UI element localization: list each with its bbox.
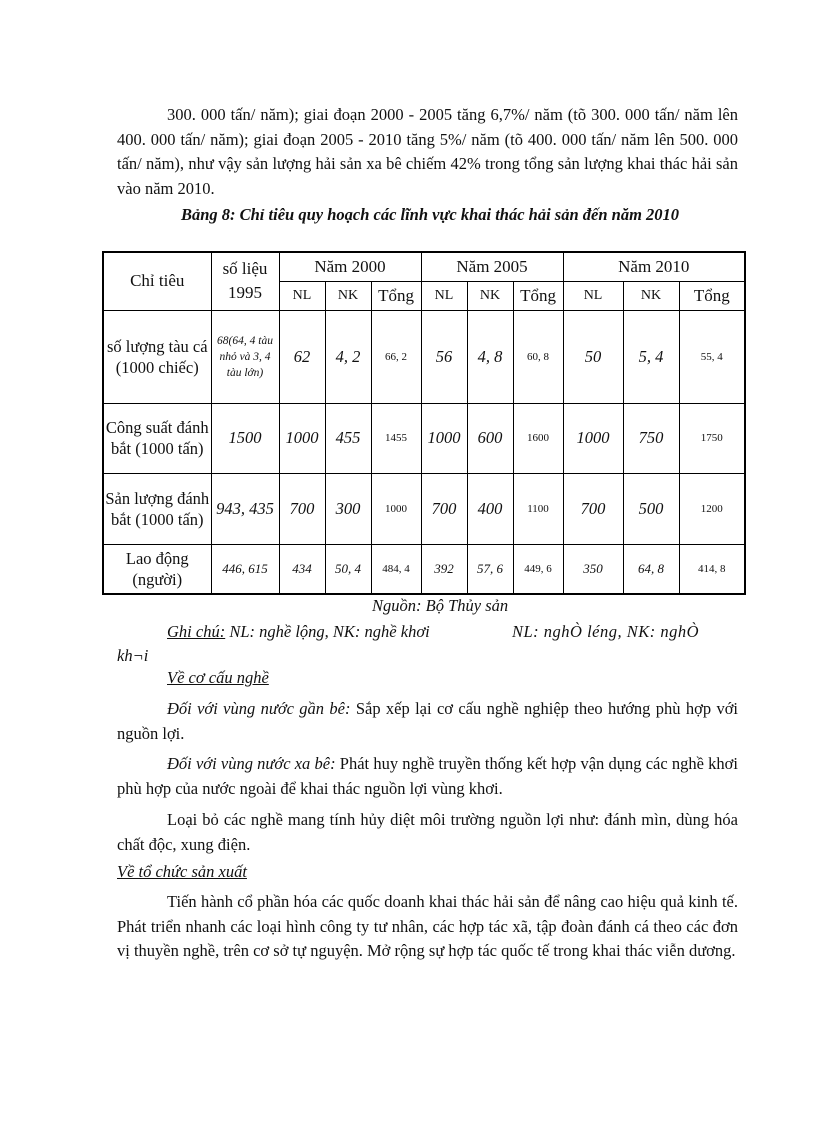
cell-2010-nl: 350 — [563, 544, 623, 594]
far-shore-lead: Đối với vùng nước xa bê: — [167, 754, 336, 773]
cell-2010-nl: 1000 — [563, 403, 623, 473]
cell-2005-total: 1100 — [513, 473, 563, 544]
header-year-2005: Năm 2005 — [421, 252, 563, 281]
note-text-garbled-end: kh¬i — [117, 646, 149, 665]
cell-1995: 446, 615 — [211, 544, 279, 594]
production-paragraph: Tiến hành cổ phần hóa các quốc doanh khai thác hải sản để nâng cao hiệu quả kinh tế. Phát triển nhanh các loại hình công ty tư nhân, các hợp tác xã, tập đoàn đánh cá theo các đơn vị thuyền nghề, trên cơ sở tự nguyện. Mở rộng sự hợp tác quốc tế trong khai thác viễn dương. — [117, 892, 738, 960]
cell-2005-nl: 392 — [421, 544, 467, 594]
far-shore-paragraph — [117, 752, 738, 801]
table-row — [103, 310, 745, 403]
subheader-nl: NL — [421, 281, 467, 310]
subheader-total: Tổng — [371, 281, 421, 310]
cell-2000-total: 1455 — [371, 403, 421, 473]
cell-2000-total: 1000 — [371, 473, 421, 544]
subheader-total: Tổng — [513, 281, 563, 310]
note-text-garbled: NL: nghÒ léng, NK: nghÒ — [512, 622, 700, 641]
planning-table — [102, 251, 746, 595]
cell-2005-nk: 400 — [467, 473, 513, 544]
cell-2000-total: 66, 2 — [371, 310, 421, 403]
row-label: số lượng tàu cá (1000 chiếc) — [103, 310, 211, 403]
cell-1995: 68(64, 4 tàu nhỏ và 3, 4 tàu lớn) — [211, 310, 279, 403]
cell-2000-nl: 1000 — [279, 403, 325, 473]
cell-2010-total: 1750 — [679, 403, 745, 473]
subheader-total: Tổng — [679, 281, 745, 310]
row-label: Sản lượng đánh bắt (1000 tấn) — [103, 473, 211, 544]
table-caption: Bảng 8: Chỉ tiêu quy hoạch các lĩnh vực khai thác hải sản đến năm 2010 — [180, 205, 680, 224]
near-shore-paragraph — [117, 697, 738, 746]
subheader-nk: NK — [467, 281, 513, 310]
cell-2005-nl: 1000 — [421, 403, 467, 473]
cell-2005-nk: 4, 8 — [467, 310, 513, 403]
intro-paragraph: 300. 000 tấn/ năm); giai đoạn 2000 - 2005 tăng 6,7%/ năm (tõ 300. 000 tấn/ năm lên 400. 000 tấn/ năm); giai đoạn 2005 - 2010 tăng 5%/ năm (tõ 400. 000 tấn/ năm lên 500. 000 tấn/ năm), như vậy sản lượng hải sản xa bê chiếm 42% trong tổng sản lượng khai thác hải sản vào năm 2010. — [117, 105, 738, 198]
cell-2005-total: 1600 — [513, 403, 563, 473]
header-indicator: Chỉ tiêu — [103, 252, 211, 310]
cell-1995: 943, 435 — [211, 473, 279, 544]
header-year-2000: Năm 2000 — [279, 252, 421, 281]
cell-1995: 1500 — [211, 403, 279, 473]
eliminate-paragraph: Loại bỏ các nghề mang tính hủy diệt môi trường nguồn lợi như: đánh mìn, dùng hóa chất độc, xung điện. — [117, 810, 738, 854]
cell-2010-nk: 750 — [623, 403, 679, 473]
far-shore-text: Phát huy nghề truyền thống kết hợp vận dụng các nghề khơi phù hợp của nước ngoài để khai thác nguồn lợi vùng khơi. — [117, 754, 738, 798]
near-shore-text: Sắp xếp lại cơ cấu nghề nghiệp theo hướng phù hợp với nguồn lợi. — [117, 699, 739, 743]
table-row — [103, 544, 745, 594]
cell-2000-nk: 50, 4 — [325, 544, 371, 594]
cell-2000-nl: 700 — [279, 473, 325, 544]
cell-2000-nk: 4, 2 — [325, 310, 371, 403]
section-heading-structure: Về cơ cấu nghề — [167, 668, 269, 687]
cell-2005-total: 449, 6 — [513, 544, 563, 594]
header-year-2010: Năm 2010 — [563, 252, 745, 281]
table-row — [103, 403, 745, 473]
cell-2000-nl: 62 — [279, 310, 325, 403]
cell-2010-nk: 5, 4 — [623, 310, 679, 403]
row-label: Lao động (người) — [103, 544, 211, 594]
cell-2010-nk: 500 — [623, 473, 679, 544]
cell-2010-nl: 700 — [563, 473, 623, 544]
cell-2000-total: 484, 4 — [371, 544, 421, 594]
near-shore-lead: Đối với vùng nước gần bê: — [167, 699, 351, 718]
row-label: Công suất đánh bắt (1000 tấn) — [103, 403, 211, 473]
cell-2000-nl: 434 — [279, 544, 325, 594]
subheader-nk: NK — [623, 281, 679, 310]
cell-2005-nk: 600 — [467, 403, 513, 473]
table-row — [103, 473, 745, 544]
subheader-nk: NK — [325, 281, 371, 310]
cell-2010-nl: 50 — [563, 310, 623, 403]
table-source: Nguồn: Bộ Thủy sản — [372, 596, 509, 615]
section-heading-production: Về tổ chức sản xuất — [117, 862, 247, 881]
cell-2010-nk: 64, 8 — [623, 544, 679, 594]
header-data-1995: số liệu 1995 — [211, 252, 279, 310]
cell-2005-nl: 700 — [421, 473, 467, 544]
cell-2010-total: 414, 8 — [679, 544, 745, 594]
subheader-nl: NL — [279, 281, 325, 310]
cell-2005-total: 60, 8 — [513, 310, 563, 403]
subheader-nl: NL — [563, 281, 623, 310]
cell-2000-nk: 455 — [325, 403, 371, 473]
cell-2005-nl: 56 — [421, 310, 467, 403]
cell-2010-total: 1200 — [679, 473, 745, 544]
note-text: Ghi chú: NL: nghề lộng, NK: nghề khơi — [167, 622, 430, 641]
cell-2000-nk: 300 — [325, 473, 371, 544]
cell-2010-total: 55, 4 — [679, 310, 745, 403]
cell-2005-nk: 57, 6 — [467, 544, 513, 594]
